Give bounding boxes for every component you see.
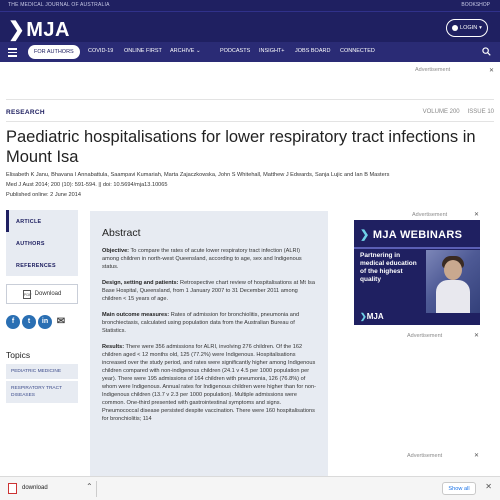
topic-tag[interactable]: PEDIATRIC MEDICINE [6, 364, 78, 379]
close-icon[interactable]: ✕ [474, 453, 480, 459]
login-button[interactable] [446, 19, 488, 37]
chevron-down-icon: ▾ [479, 25, 482, 31]
close-icon[interactable]: ✕ [474, 212, 480, 218]
nav-jobs-board[interactable]: JOBS BOARD [295, 48, 331, 54]
nav-covid19[interactable]: COVID-19 [88, 48, 114, 54]
abstract-heading: Abstract [102, 227, 141, 239]
mja-logo[interactable] [8, 17, 70, 42]
close-icon[interactable]: ✕ [474, 333, 480, 339]
design-text: Retrospective chart review of hospitalisations at Mt Isa Base Hospital, Queensland, from 1 January 2007 to 31 December 2011 among children < 15 years of age. [102, 280, 315, 302]
twitter-icon[interactable]: t [22, 315, 36, 329]
nav-connected[interactable]: CONNECTED [340, 48, 375, 54]
browser-download-bar [0, 476, 500, 500]
presenter-image [426, 250, 480, 313]
section-label[interactable]: RESEARCH [6, 109, 45, 116]
advertisement-label: Advertisement [412, 212, 448, 218]
download-label: Download [34, 291, 62, 297]
linkedin-icon[interactable]: in [38, 315, 52, 329]
active-indicator [6, 210, 9, 232]
user-icon [452, 25, 458, 31]
download-filename[interactable]: download [22, 485, 48, 491]
advertisement-label: Advertisement [415, 67, 451, 73]
nav-archive-label: ARCHIVE [170, 48, 195, 54]
objective-label: Objective: [102, 248, 130, 254]
webinar-advert[interactable] [354, 220, 480, 325]
chevron-logo-icon: ❯ [360, 312, 367, 321]
abstract-outcome [102, 311, 316, 335]
results-label: Results: [102, 344, 125, 350]
topic-tag[interactable]: RESPIRATORY TRACT DISEASES [6, 381, 78, 403]
file-icon [8, 483, 17, 494]
login-label: LOGIN [460, 25, 478, 31]
top-strip [0, 0, 500, 11]
chevron-icon: ❯ [360, 229, 370, 241]
issue-label[interactable]: ISSUE 10 [467, 109, 494, 115]
brand-bar [0, 11, 500, 42]
webinar-logo [360, 312, 384, 321]
objective-text: To compare the rates of acute lower respiratory tract infection (ALRI) among children in north-west Queensland, according to age, sex and Indigenous status. [102, 248, 302, 270]
facebook-icon[interactable]: f [6, 315, 20, 329]
volume-info [415, 109, 494, 115]
article-citation: Med J Aust 2014; 200 (10): 591-594. || doi: 10.5694/mja13.10065 [6, 182, 168, 188]
outcome-text: Rates of admission for bronchiolitis, pneumonia and bronchiectasis, calculated using population data from the Australian Bureau of Statistics. [102, 312, 300, 334]
abstract-objective [102, 247, 316, 271]
chevron-logo-icon: ❯ [8, 19, 26, 41]
pdf-icon: PDF [23, 291, 32, 297]
download-button[interactable] [6, 284, 78, 304]
published-date: Published online: 2 June 2014 [6, 192, 81, 198]
sidenav-authors[interactable]: AUTHORS [16, 241, 45, 247]
sidenav-references[interactable]: REFERENCES [16, 263, 56, 269]
divider [354, 247, 480, 249]
menu-icon[interactable] [8, 48, 17, 56]
advertisement-label: Advertisement [407, 453, 443, 459]
abstract-design [102, 279, 316, 303]
close-icon[interactable]: ✕ [485, 482, 492, 491]
volume-label[interactable]: VOLUME 200 [422, 109, 460, 115]
journal-name[interactable]: THE MEDICAL JOURNAL OF AUSTRALIA [8, 2, 110, 8]
design-label: Design, setting and patients: [102, 280, 179, 286]
advertisement-label: Advertisement [407, 333, 443, 339]
webinar-logo-text: MJA [366, 312, 384, 321]
webinar-title-text: MJA WEBINARS [372, 229, 463, 241]
nav-podcasts[interactable]: PODCASTS [220, 48, 251, 54]
results-text: There were 356 admissions for ALRI, involving 276 children. Of the 162 children aged < 12 months old, 125 (77.2%) were Indigenous. Hospitalisations increased over the study period, and rates were significantly higher among Indigenous children compared with non-indigenous children (24.1 v 4.5 per 1000 population per year). There were 195 admissions of 164 children with pneumonia, 126 (76.8%) of whom were Indigenous. Annual rates for Indigenous children were higher than for non-Indigenous children (13.7 v 2.3 per 1000 population). Multiple admissions were common. One-third presented with gastrointestinal symptoms and signs. Pneumococcal disease persisted despite vaccination. There were 160 hospitalisations for bronchiolitis; 114 [102, 344, 316, 422]
nav-online-first[interactable]: ONLINE FIRST [124, 48, 162, 54]
divider [6, 99, 494, 100]
search-icon[interactable] [482, 47, 491, 56]
topics-heading: Topics [6, 350, 31, 360]
close-icon[interactable]: ✕ [488, 68, 494, 74]
webinar-body: Partnering in medical education of the highest quality [360, 252, 417, 283]
article-title: Paediatric hospitalisations for lower respiratory tract infections in Mount Isa [6, 128, 476, 166]
nav-insight[interactable]: INSIGHT+ [259, 48, 285, 54]
divider [6, 121, 494, 122]
article-sidenav [6, 210, 78, 276]
bookshop-link[interactable]: BOOKSHOP [461, 2, 490, 8]
nav-archive[interactable] [170, 48, 201, 54]
share-buttons [6, 315, 68, 329]
chevron-down-icon: ⌄ [195, 48, 201, 54]
abstract-results [102, 343, 316, 423]
logo-text: MJA [26, 19, 70, 41]
show-all-button[interactable]: Show all [442, 482, 476, 495]
outcome-label: Main outcome measures: [102, 312, 170, 318]
abstract-panel [90, 211, 328, 483]
nav-for-authors[interactable]: FOR AUTHORS [28, 45, 80, 59]
email-icon[interactable]: ✉ [56, 316, 66, 327]
main-nav [0, 42, 500, 62]
article-authors[interactable]: Elisabeth K Janu, Bhavana I Annabattula, Saampavi Kumariah, Marta Zajaczkowska, John S Whitehall, Matthew J Edwards, Sanja Lujic and Ian B Masters [6, 172, 390, 178]
divider [96, 481, 97, 497]
webinar-title [360, 228, 462, 241]
sidenav-article[interactable]: ARTICLE [16, 219, 42, 225]
chevron-up-icon[interactable]: ⌃ [86, 482, 93, 491]
